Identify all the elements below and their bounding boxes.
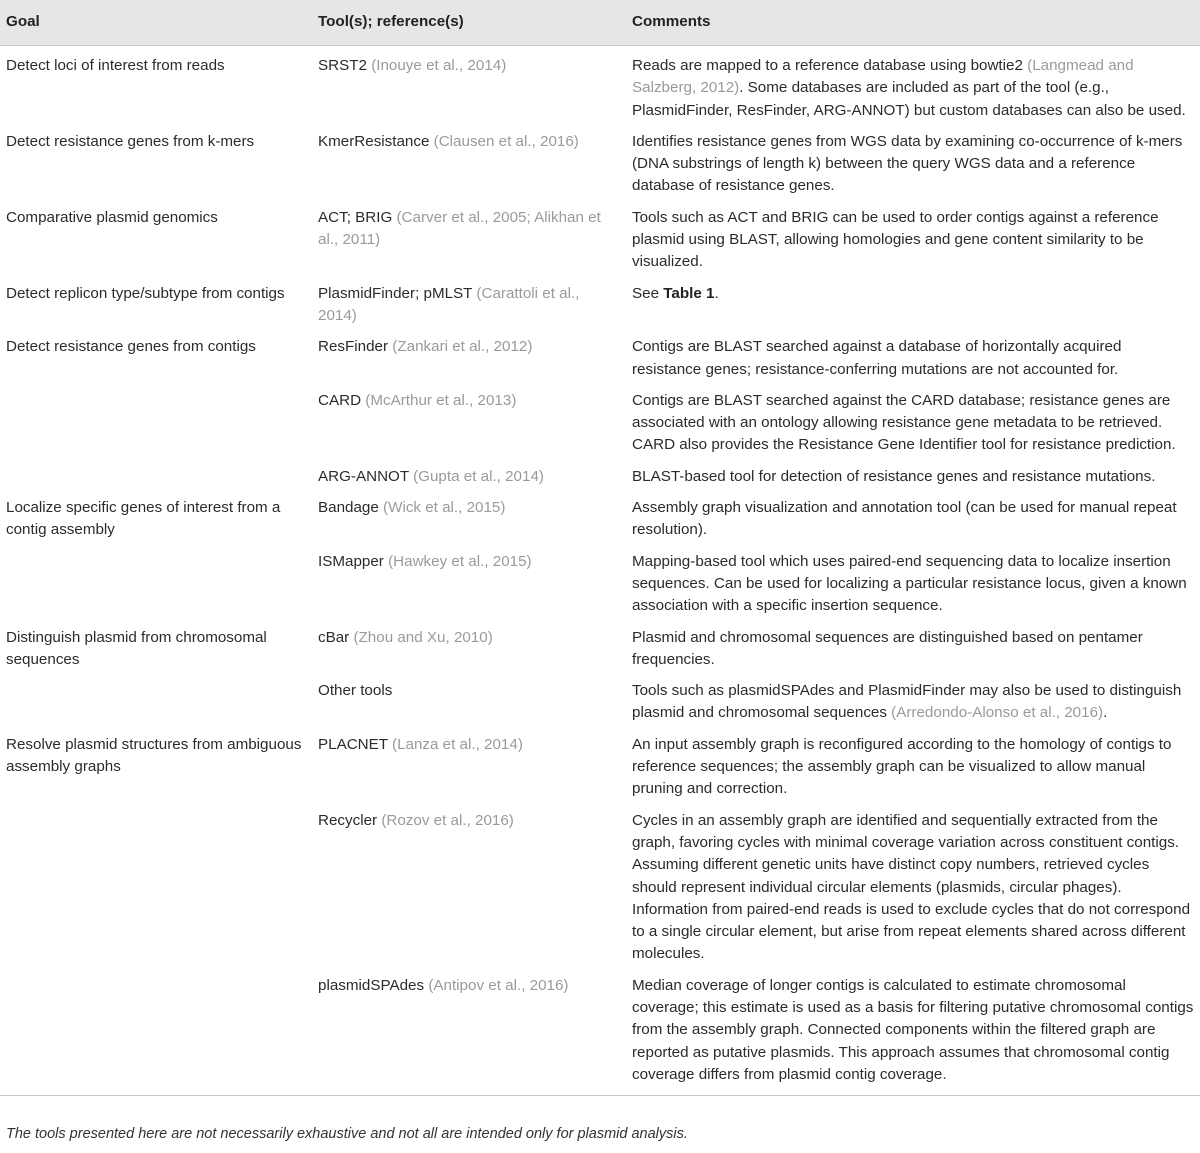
- tool-name: ISMapper: [318, 552, 384, 570]
- comment-cell: [626, 203, 1200, 279]
- comment-cell: [626, 971, 1200, 1096]
- table-footnote: The tools presented here are not necessarily exhaustive and not all are intended only for plasmid analysis.: [6, 1126, 688, 1142]
- tool-cell: [312, 971, 626, 1096]
- comment-cell: [626, 806, 1200, 971]
- tool-cell: [312, 806, 626, 971]
- comment-reference: (Langmead and Salzberg, 2012): [632, 57, 1134, 97]
- tool-reference: (Carver et al., 2005; Alikhan et al., 2011): [318, 208, 601, 249]
- tool-reference: (Clausen et al., 2016): [433, 132, 579, 150]
- goal-cell: [0, 676, 312, 730]
- tool-name: KmerResistance: [318, 132, 430, 150]
- tool-reference: (Wick et al., 2015): [383, 499, 506, 517]
- goal-cell: [0, 386, 312, 462]
- tool-reference: (Gupta et al., 2014): [413, 467, 544, 485]
- goal-cell: Detect resistance genes from contigs: [6, 338, 256, 356]
- goal-cell: Distinguish plasmid from chromosomal sequences: [6, 628, 267, 668]
- comment-cell: [626, 493, 1200, 547]
- tool-cell: [312, 547, 626, 623]
- comment-text: . Some databases are included as part of the tool (e.g., PlasmidFinder, ResFinder, ARG-ANNOT) but custom databases can also be used.: [632, 79, 1186, 119]
- goal-cell: Localize specific genes of interest from a contig assembly: [6, 499, 281, 539]
- tool-cell: [312, 127, 626, 203]
- tool-name: Recycler: [318, 811, 378, 829]
- comment-cell: [626, 332, 1200, 386]
- tool-reference: (Zankari et al., 2012): [392, 338, 533, 356]
- comment-text: An input assembly graph is reconfigured according to the homology of contigs to reference sequences; the assembly graph can be visualized to allow manual pruning and correction.: [632, 735, 1172, 798]
- tool-name: SRST2: [318, 57, 367, 74]
- comment-cell: [626, 462, 1200, 493]
- goal-cell: Resolve plasmid structures from ambiguous assembly graphs: [6, 735, 302, 776]
- comment-text: .: [714, 284, 719, 302]
- table-row: [0, 462, 1200, 493]
- comment-cell: [626, 730, 1200, 806]
- table-row: [0, 203, 1200, 279]
- tool-cell: [312, 46, 626, 127]
- table-row: [0, 971, 1200, 1096]
- goal-cell: Detect replicon type/subtype from contigs: [6, 284, 285, 302]
- comment-reference: (Arredondo-Alonso et al., 2016): [891, 704, 1104, 722]
- tool-name: ARG-ANNOT: [318, 467, 409, 485]
- tool-cell: [312, 386, 626, 462]
- tool-cell: [312, 623, 626, 677]
- comment-text: Cycles in an assembly graph are identified and sequentially extracted from the graph, favoring cycles with minimal coverage variation across constituent contigs. Assuming different genetic units have distinct copy numbers, retrieved cycles should represent individual circular elements (plasmids, circular phages). Information from paired-end reads is used to exclude cycles that do not correspond to a single circular element, but arise from repeat elements shared across different molecules.: [632, 811, 1191, 963]
- tool-name: ACT; BRIG: [318, 208, 393, 226]
- goal-cell: Detect resistance genes from k-mers: [6, 132, 255, 150]
- tool-name: cBar: [318, 628, 350, 646]
- header-row: [0, 0, 1200, 46]
- table-body: [0, 46, 1200, 1096]
- tool-reference: (Lanza et al., 2014): [392, 735, 523, 753]
- tool-reference: (Hawkey et al., 2015): [388, 552, 532, 570]
- tool-cell: [312, 730, 626, 806]
- tool-reference: (Rozov et al., 2016): [381, 811, 514, 829]
- comment-text: Tools such as plasmidSPAdes and PlasmidFinder may also be used to distinguish plasmid and chromosomal sequences: [632, 682, 1182, 722]
- table-row: [0, 386, 1200, 462]
- header-comments: Comments: [626, 0, 1200, 46]
- goal-cell: Comparative plasmid genomics: [6, 208, 218, 226]
- tool-name: ResFinder: [318, 338, 389, 356]
- goal-cell: Detect loci of interest from reads: [6, 57, 225, 74]
- tool-cell: [312, 493, 626, 547]
- tool-reference: (McArthur et al., 2013): [365, 391, 517, 409]
- tool-cell: [312, 462, 626, 493]
- comment-text: Reads are mapped to a reference database using bowtie2: [632, 57, 1028, 74]
- tool-name: PlasmidFinder; pMLST: [318, 284, 473, 302]
- tool-cell: [312, 203, 626, 279]
- tool-reference: (Zhou and Xu, 2010): [353, 628, 493, 646]
- table-row: [0, 127, 1200, 203]
- comment-text: Tools such as ACT and BRIG can be used to order contigs against a reference plasmid using BLAST, allowing homologies and gene content similarity to be visualized.: [632, 208, 1159, 271]
- comment-text: Assembly graph visualization and annotation tool (can be used for manual repeat resolution).: [632, 499, 1177, 539]
- comment-text: Mapping-based tool which uses paired-end sequencing data to localize insertion sequences. Can be used for localizing a particular resistance locus, given a known association with a specific insertion sequence.: [632, 552, 1187, 615]
- tool-name: PLACNET: [318, 735, 388, 753]
- tool-cell: [312, 279, 626, 333]
- comment-cell: [626, 127, 1200, 203]
- table-row: [0, 730, 1200, 806]
- comment-cell: [626, 46, 1200, 127]
- tool-cell: [312, 676, 626, 730]
- goal-cell: [0, 806, 312, 971]
- comment-text: Contigs are BLAST searched against a database of horizontally acquired resistance genes; resistance-conferring mutations are not accounted for.: [632, 338, 1122, 378]
- table-row: [0, 332, 1200, 386]
- tool-name: plasmidSPAdes: [318, 976, 425, 994]
- goal-cell: [0, 971, 312, 1096]
- comment-cell: [626, 279, 1200, 333]
- comment-cell: [626, 386, 1200, 462]
- comment-table-link[interactable]: Table 1: [663, 284, 715, 302]
- comment-text: See: [632, 284, 664, 302]
- comment-text: Identifies resistance genes from WGS data by examining co-occurrence of k-mers (DNA substrings of length k) between the query WGS data and a reference database of resistance genes.: [632, 132, 1183, 195]
- table-row: [0, 623, 1200, 677]
- table-row: [0, 547, 1200, 623]
- table-row: [0, 279, 1200, 333]
- comment-cell: [626, 676, 1200, 730]
- comment-cell: [626, 623, 1200, 677]
- header-tools: Tool(s); reference(s): [312, 0, 626, 46]
- header-goal: Goal: [0, 0, 312, 46]
- table-row: [0, 493, 1200, 547]
- comment-text: .: [1103, 704, 1108, 722]
- table-row: [0, 46, 1200, 127]
- comment-cell: [626, 547, 1200, 623]
- comment-text: Median coverage of longer contigs is calculated to estimate chromosomal coverage; this estimate is used as a basis for filtering putative chromosomal contigs from the assembly graph. Connected components within the filtered graph are reported as putative plasmids. This approach assumes that chromosomal contig coverage differs from plasmid contig coverage.: [632, 976, 1194, 1083]
- goal-cell: [0, 462, 312, 493]
- tool-name: CARD: [318, 391, 362, 409]
- tool-name: Other tools: [318, 682, 393, 700]
- tool-reference: (Antipov et al., 2016): [428, 976, 569, 994]
- goal-cell: [0, 547, 312, 623]
- table-row: [0, 806, 1200, 971]
- tool-name: Bandage: [318, 499, 379, 517]
- tool-reference: (Inouye et al., 2014): [371, 57, 507, 74]
- table-row: [0, 676, 1200, 730]
- comment-text: Plasmid and chromosomal sequences are distinguished based on pentamer frequencies.: [632, 628, 1143, 668]
- comment-text: BLAST-based tool for detection of resistance genes and resistance mutations.: [632, 467, 1156, 485]
- tool-cell: [312, 332, 626, 386]
- tool-reference: (Carattoli et al., 2014): [318, 284, 580, 324]
- comment-text: Contigs are BLAST searched against the CARD database; resistance genes are associated with an ontology allowing resistance gene metadata to be retrieved. CARD also provides the Resistance Gene Identifier tool for resistance prediction.: [632, 391, 1176, 454]
